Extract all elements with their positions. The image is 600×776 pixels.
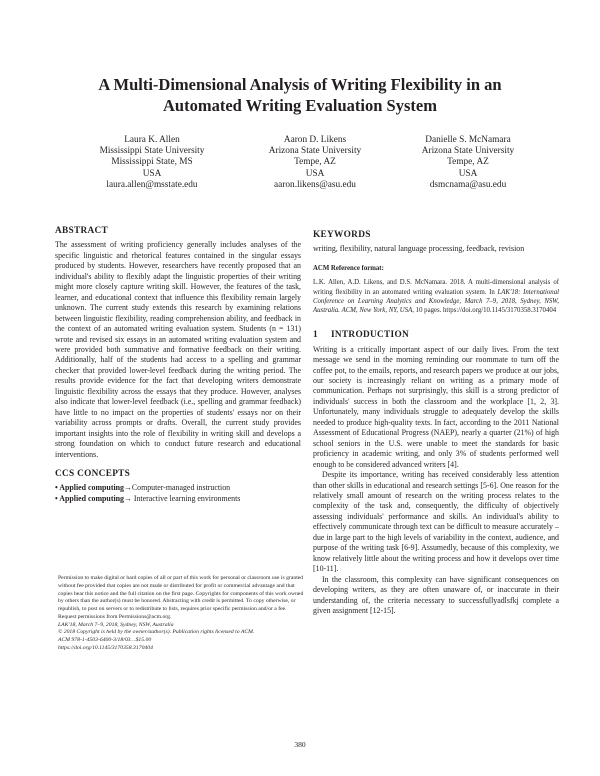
acm-ref-venue: LAK'18: International Conference on Learning Analytics and Knowledge, March 7–9, 2018, Sydney, NSW, Australia. ACM, New York, NY, USA,: [313, 288, 559, 314]
right-column: [313, 230, 559, 616]
author-name: Laura K. Allen: [124, 135, 180, 145]
ccs-item-text: Computer-managed instruction: [131, 483, 231, 493]
intro-paragraph-2: Despite its importance, writing has received considerably less attention than other skills in educational and research settings [5-6]. One reason for the relatively small amount of research on the writing process relates to the complexity of the task and, consequently, the difficulty of objectively assessing individuals' performance and skills. An individual's ability to effectively communicate through text can be difficult to measure accurately – due in large part to the high levels of variability in the context, audience, and purpose of the writing task [6-9]. Assumedly, because of this complexity, we know relatively little about the writing process and how it develops over time [10-11].: [313, 470, 559, 574]
author-email[interactable]: aaron.likens@asu.edu: [274, 179, 356, 190]
abstract-text: The assessment of writing proficiency generally includes analyses of the specific linguistic and rhetorical features contained in the singular essays produced by students. However, researchers have recently proposed that an individual's ability to flexibly adapt the linguistic properties of their writing might more closely capture writing skill. However, the features of the task, learner, and educational context that influence this flexibility remain largely unknown. The current study extends this research by examining relations between linguistic flexibility, reading comprehension ability, and feedback in the context of an automated writing evaluation system. Students (n = 131) wrote and revised six essays in an automated writing evaluation system and were provided both summative and formative feedback on their writing. Additionally, half of the students had access to a spelling and grammar checker that provided lower-level feedback during the writing period. The results provide evidence for the fact that developing writers demonstrate linguistic flexibility across the essays that they produce. However, analyses also indicate that lower-level feedback (i.e., spelling and grammar feedback) have little to no impact on the properties of students' essays nor on their variability across prompts or drafts. Overall, the current study provides important insights into the role of flexibility in writing skill and develops a strong foundation on which to conduct future research and educational interventions.: [55, 240, 301, 459]
section-number: 1: [313, 330, 318, 341]
author-country: USA: [458, 168, 478, 179]
title-line-2: Automated Writing Evaluation System: [163, 96, 437, 115]
acm-ref-tail: 10 pages. https://doi.org/10.1145/3170358.3170404: [413, 306, 557, 314]
author-block-1: [67, 135, 237, 191]
author-affiliation: Arizona State University: [421, 146, 515, 157]
left-column: [55, 226, 301, 504]
author-country: USA: [142, 168, 162, 179]
paper-title: [40, 74, 560, 116]
author-block-2: [230, 135, 400, 191]
author-name: Aaron D. Likens: [283, 135, 347, 145]
keywords-text: writing, flexibility, natural language processing, feedback, revision: [313, 244, 525, 254]
author-affiliation: Mississippi State University: [99, 146, 205, 157]
section-title: INTRODUCTION: [331, 330, 409, 341]
acm-ref-text: [313, 278, 559, 315]
isbn-line: ACM 978-1-4503-6400-3/18/03…$15.00: [58, 637, 152, 643]
author-country: USA: [305, 168, 325, 179]
ccs-item-category: • Applied computing→: [55, 493, 132, 503]
ccs-item-text: Interactive learning environments: [131, 493, 241, 503]
permission-block: [58, 575, 304, 653]
acm-ref-authors: L.K. Allen, A.D. Likens, and D.S. McNamara. 2018. A multi-dimensional analysis of writing flexibility in an automated writing evaluation system. In: [313, 279, 559, 296]
intro-paragraph-1: Writing is a critically important aspect of our daily lives. From the text message we send in the morning reminding our roommate to turn off the coffee pot, to the emails, reports, and research papers we produce at our jobs, our society is increasingly reliant on writing as a primary mode of communication. Perhaps not surprisingly, this skill is a strong predictor of individuals' success in both the classroom and the workplace [1, 2, 3]. Unfortunately, many individuals struggle to adequately develop the skills needed to produce high-quality texts. In fact, according to the 2011 National Assessment of Educational Progress (NAEP), nearly a quarter (21%) of high school seniors in the U.S. were unable to meet the standards for basic proficiency in academic writing, and only 3% of students performed well enough to be considered advanced writers [4].: [313, 344, 559, 469]
permission-text: Permission to make digital or hard copies of all or part of this work for personal or classroom use is granted without fee provided that copies are not made or distributed for profit or commercial advantage and that copies bear this notice and the full citation on the first page. Copyrights for components of this work owned by others than the author(s) must be honored. Abstracting with credit is permitted. To copy otherwise, or republish, to post on servers or to redistribute to lists, requires prior specific permission and/or a fee. Request permissions from Permissions@acm.org.: [58, 575, 304, 620]
ccs-list: [55, 483, 301, 504]
author-affiliation: Arizona State University: [268, 146, 362, 157]
title-line-1: A Multi-Dimensional Analysis of Writing Flexibility in an: [98, 75, 502, 94]
author-block-3: [383, 135, 553, 191]
ccs-heading: CCS CONCEPTS: [55, 468, 131, 479]
intro-paragraph-3: In the classroom, this complexity can have significant consequences on developing writers, as they are often unaware of, or inaccurate in their understanding of, the criteria necessary to successfullyadlsfkj complete a given assignment [12-15].: [313, 574, 559, 615]
doi-line[interactable]: https://doi.org/10.1145/3170358.3170404: [58, 644, 153, 651]
author-location: Mississippi State, MS: [111, 157, 193, 168]
copyright-line: © 2018 Copyright is held by the owner/author(s). Publication rights licensed to ACM.: [58, 629, 255, 636]
page-number: 380: [294, 740, 306, 749]
keywords-heading: KEYWORDS: [313, 230, 371, 240]
author-location: Tempe, AZ: [294, 157, 336, 168]
conference-line: LAK'18, March 7–9, 2018, Sydney, NSW, Australia: [58, 621, 174, 628]
ccs-item-category: • Applied computing→: [55, 483, 132, 493]
ccs-item: [55, 494, 301, 504]
author-email[interactable]: dsmcnama@asu.edu: [429, 179, 507, 190]
intro-heading: [313, 330, 559, 340]
author-name: Danielle S. McNamara: [425, 135, 511, 145]
author-email[interactable]: laura.allen@msstate.edu: [106, 179, 198, 190]
acm-ref-heading: ACM Reference format:: [313, 264, 384, 272]
ccs-item: [55, 483, 301, 493]
abstract-heading: ABSTRACT: [55, 226, 109, 236]
author-location: Tempe, AZ: [447, 157, 489, 168]
